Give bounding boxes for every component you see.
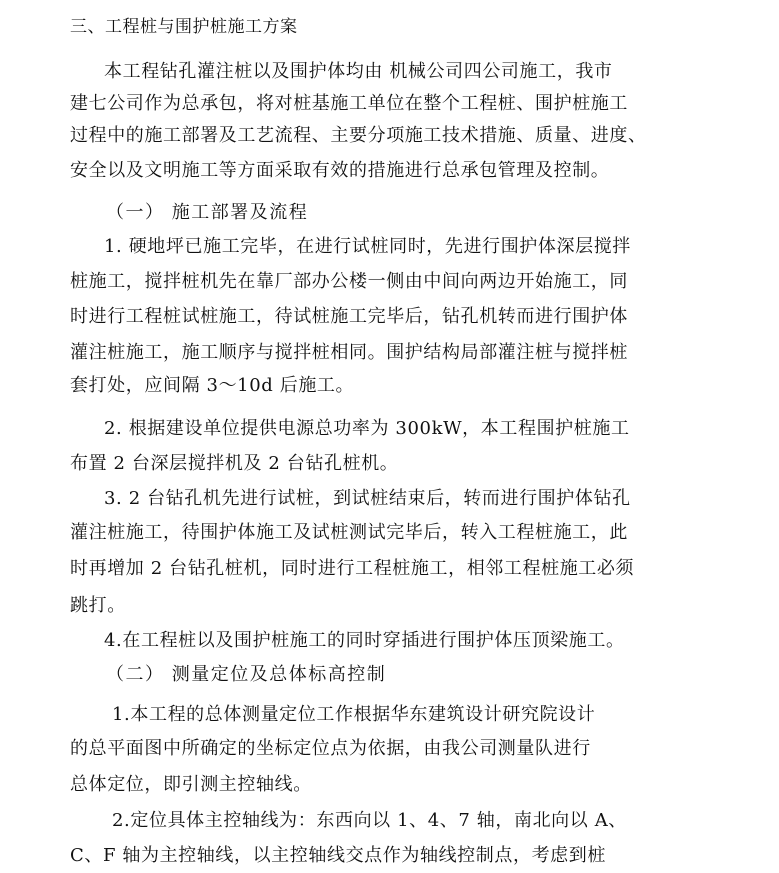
- p4-line-1: 4.在工程桩以及围护桩施工的同时穿插进行围护体压顶梁施工。: [104, 630, 625, 651]
- intro-line-4: 安全以及文明施工等方面采取有效的措施进行总承包管理及控制。: [70, 160, 610, 181]
- q2-line-2: C、F 轴为主控轴线，以主控轴线交点作为轴线控制点，考虑到桩: [70, 845, 606, 866]
- q1-line-2: 的总平面图中所确定的坐标定位点为依据，由我公司测量队进行: [70, 738, 591, 759]
- p3-line-2: 灌注桩施工，待围护体施工及试桩测试完毕后，转入工程桩施工，此: [70, 522, 628, 543]
- p3-line-1: 3. 2 台钻孔机先进行试桩，到试桩结束后，转而进行围护体钻孔: [104, 488, 631, 509]
- intro-line-1: 本工程钻孔灌注桩以及围护体均由 机械公司四公司施工，我市: [104, 61, 613, 82]
- subsection-title-1: （一） 施工部署及流程: [106, 202, 309, 223]
- p1-line-4: 灌注桩施工，施工顺序与搅拌桩相同。围护结构局部灌注桩与搅拌桩: [70, 342, 628, 363]
- section-title: 三、工程桩与围护桩施工方案: [70, 17, 298, 37]
- p1-line-2: 桩施工，搅拌桩机先在靠厂部办公楼一侧由中间向两边开始施工，同: [70, 271, 628, 292]
- q1-line-3: 总体定位，即引测主控轴线。: [70, 774, 312, 795]
- q1-line-1: 1.本工程的总体测量定位工作根据华东建筑设计研究院设计: [112, 704, 596, 725]
- p2-line-2: 布置 2 台深层搅拌机及 2 台钻孔桩机。: [70, 453, 399, 474]
- p2-line-1: 2. 根据建设单位提供电源总功率为 300kW，本工程围护桩施工: [104, 418, 630, 439]
- p3-line-3: 时再增加 2 台钻孔桩机，同时进行工程桩施工，相邻工程桩施工必须: [70, 558, 635, 579]
- p3-line-4: 跳打。: [70, 595, 126, 616]
- p1-line-1: 1. 硬地坪已施工完毕，在进行试桩同时，先进行围护体深层搅拌: [104, 236, 631, 257]
- subsection-title-2: （二） 测量定位及总体标高控制: [106, 664, 387, 685]
- intro-line-3: 过程中的施工部署及工艺流程、主要分项施工技术措施、质量、进度、: [70, 125, 647, 146]
- p1-line-3: 时进行工程桩试桩施工，待试桩施工完毕后，钻孔机转而进行围护体: [70, 306, 628, 327]
- q2-line-1: 2.定位具体主控轴线为：东西向以 1、4、7 轴，南北向以 A、: [112, 810, 627, 831]
- p1-line-5: 套打处，应间隔 3～10d 后施工。: [70, 375, 355, 396]
- intro-line-2: 建七公司作为总承包，将对桩基施工单位在整个工程桩、围护桩施工: [70, 93, 628, 114]
